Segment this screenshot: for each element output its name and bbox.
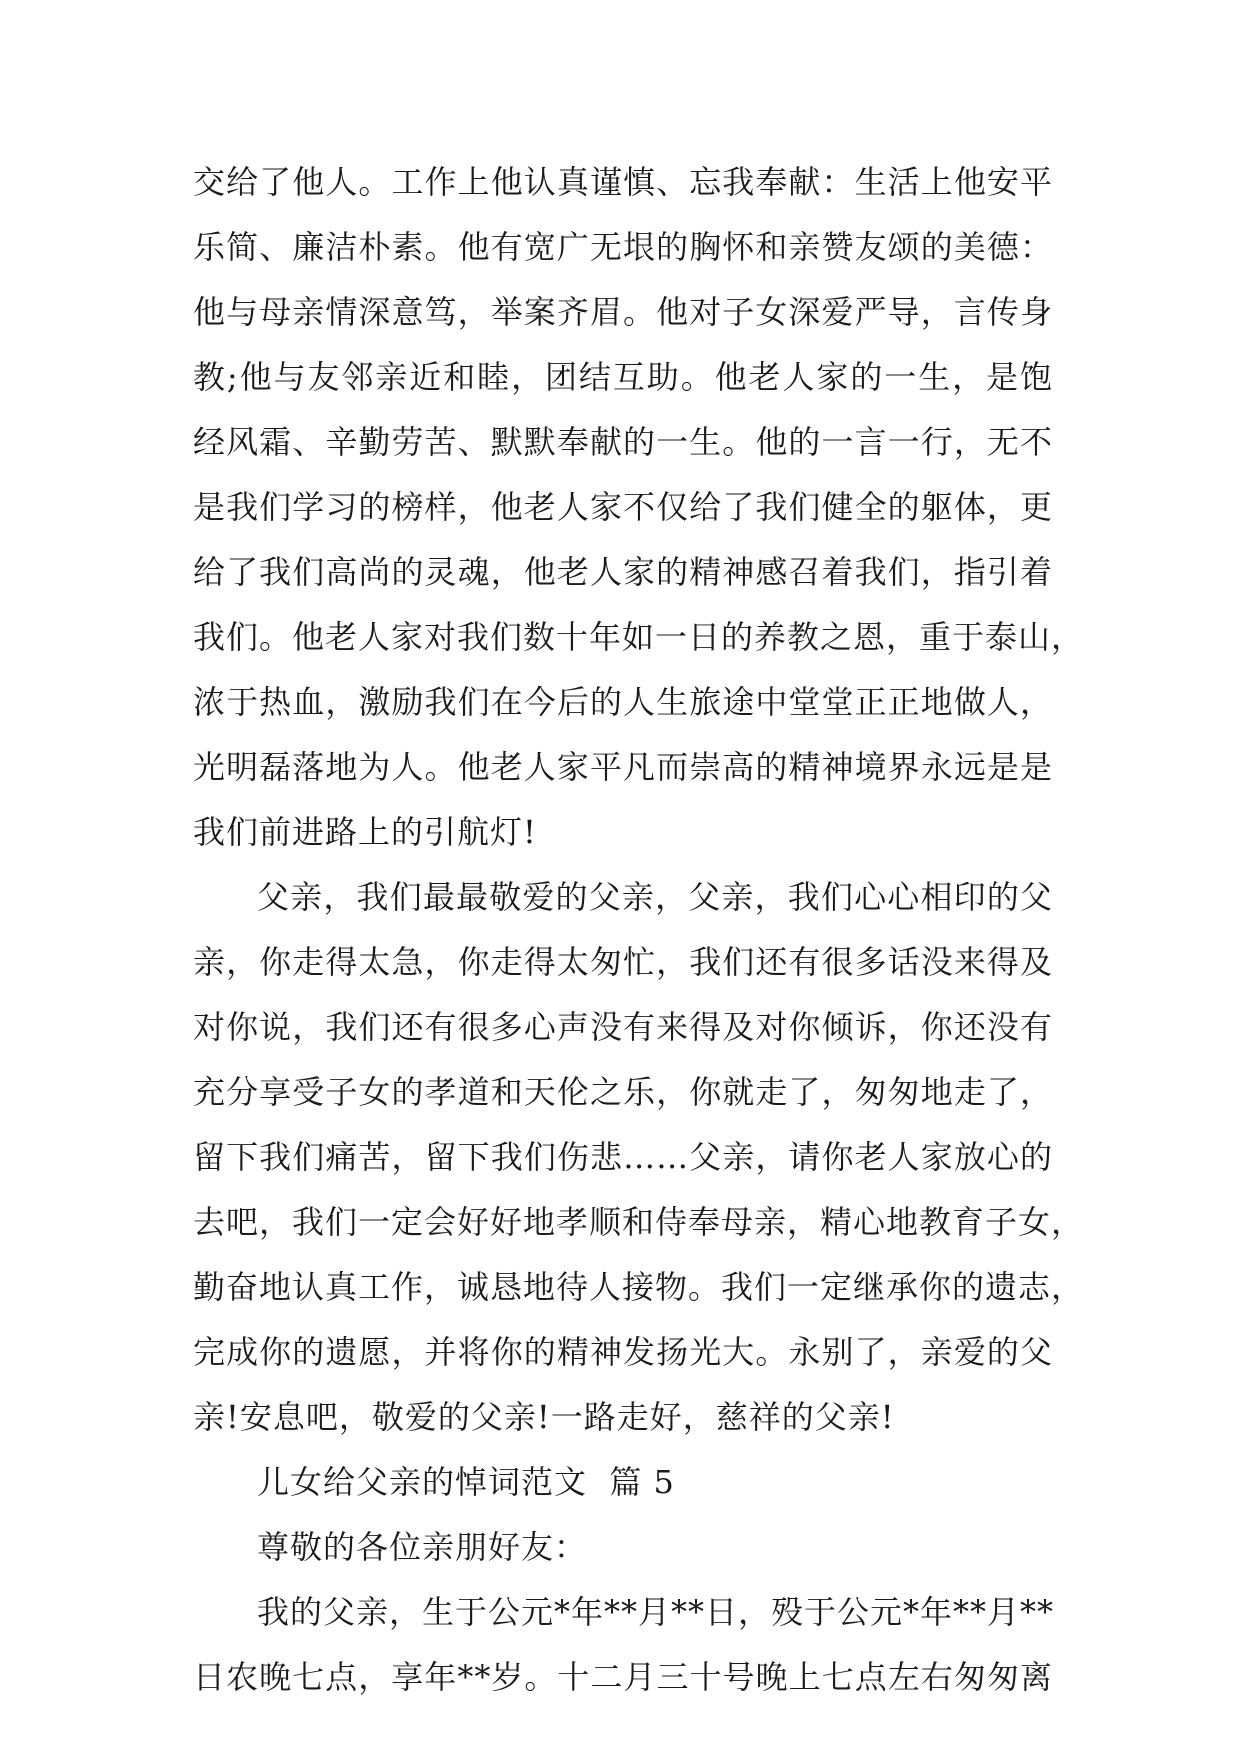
text-line: 亲，你走得太急，你走得太匆忙，我们还有很多话没来得及 [193, 943, 1053, 981]
paragraph-1 [193, 150, 1085, 865]
text-line: 我们前进路上的引航灯! [193, 813, 537, 851]
text-line: 给了我们高尚的灵魂，他老人家的精神感召着我们，指引着 [193, 553, 1053, 591]
text-line: 留下我们痛苦，留下我们伤悲……父亲，请你老人家放心的 [193, 1138, 1053, 1176]
paragraph-2 [193, 865, 1085, 1450]
document-body [193, 150, 1085, 1710]
text-line: 教;他与友邻亲近和睦，团结互助。他老人家的一生，是饱 [193, 358, 1053, 396]
text-line: 是我们学习的榜样，他老人家不仅给了我们健全的躯体，更 [193, 488, 1053, 526]
text-line: 交给了他人。工作上他认真谨慎、忘我奉献：生活上他安平 [193, 163, 1053, 201]
text-line: 完成你的遗愿，并将你的精神发扬光大。永别了，亲爱的父 [193, 1333, 1053, 1371]
paragraph-3 [193, 1580, 1053, 1710]
text-line: 我的父亲，生于公元*年**月**日，殁于公元*年**月** [257, 1593, 1055, 1631]
text-line: 勤奋地认真工作，诚恳地待人接物。我们一定继承你的遗志， [193, 1268, 1085, 1306]
text-line: 父亲，我们最最敬爱的父亲，父亲，我们心心相印的父 [257, 878, 1053, 916]
text-line: 去吧，我们一定会好好地孝顺和侍奉母亲，精心地教育子女， [193, 1203, 1085, 1241]
text-line: 乐简、廉洁朴素。他有宽广无垠的胸怀和亲赞友颂的美德： [193, 228, 1053, 266]
text-line: 日农晚七点，享年**岁。十二月三十号晚上七点左右匆匆离 [193, 1658, 1053, 1696]
text-line: 对你说，我们还有很多心声没有来得及对你倾诉，你还没有 [193, 1008, 1053, 1046]
text-line: 充分享受子女的孝道和天伦之乐，你就走了，匆匆地走了， [193, 1073, 1053, 1111]
text-line: 经风霜、辛勤劳苦、默默奉献的一生。他的一言一行，无不 [193, 423, 1053, 461]
section-heading-block [193, 1450, 1053, 1515]
text-line: 他与母亲情深意笃，举案齐眉。他对子女深爱严导，言传身 [193, 293, 1053, 331]
text-line: 亲!安息吧，敬爱的父亲!一路走好，慈祥的父亲! [193, 1398, 895, 1436]
greeting-block [193, 1515, 1053, 1580]
greeting: 尊敬的各位亲朋好友： [257, 1528, 588, 1566]
text-line: 浓于热血，激励我们在今后的人生旅途中堂堂正正地做人， [193, 683, 1053, 721]
text-line: 我们。他老人家对我们数十年如一日的养教之恩，重于泰山， [193, 618, 1085, 656]
section-heading: 儿女给父亲的悼词范文 篇 5 [257, 1463, 675, 1501]
text-line: 光明磊落地为人。他老人家平凡而崇高的精神境界永远是是 [193, 748, 1053, 786]
